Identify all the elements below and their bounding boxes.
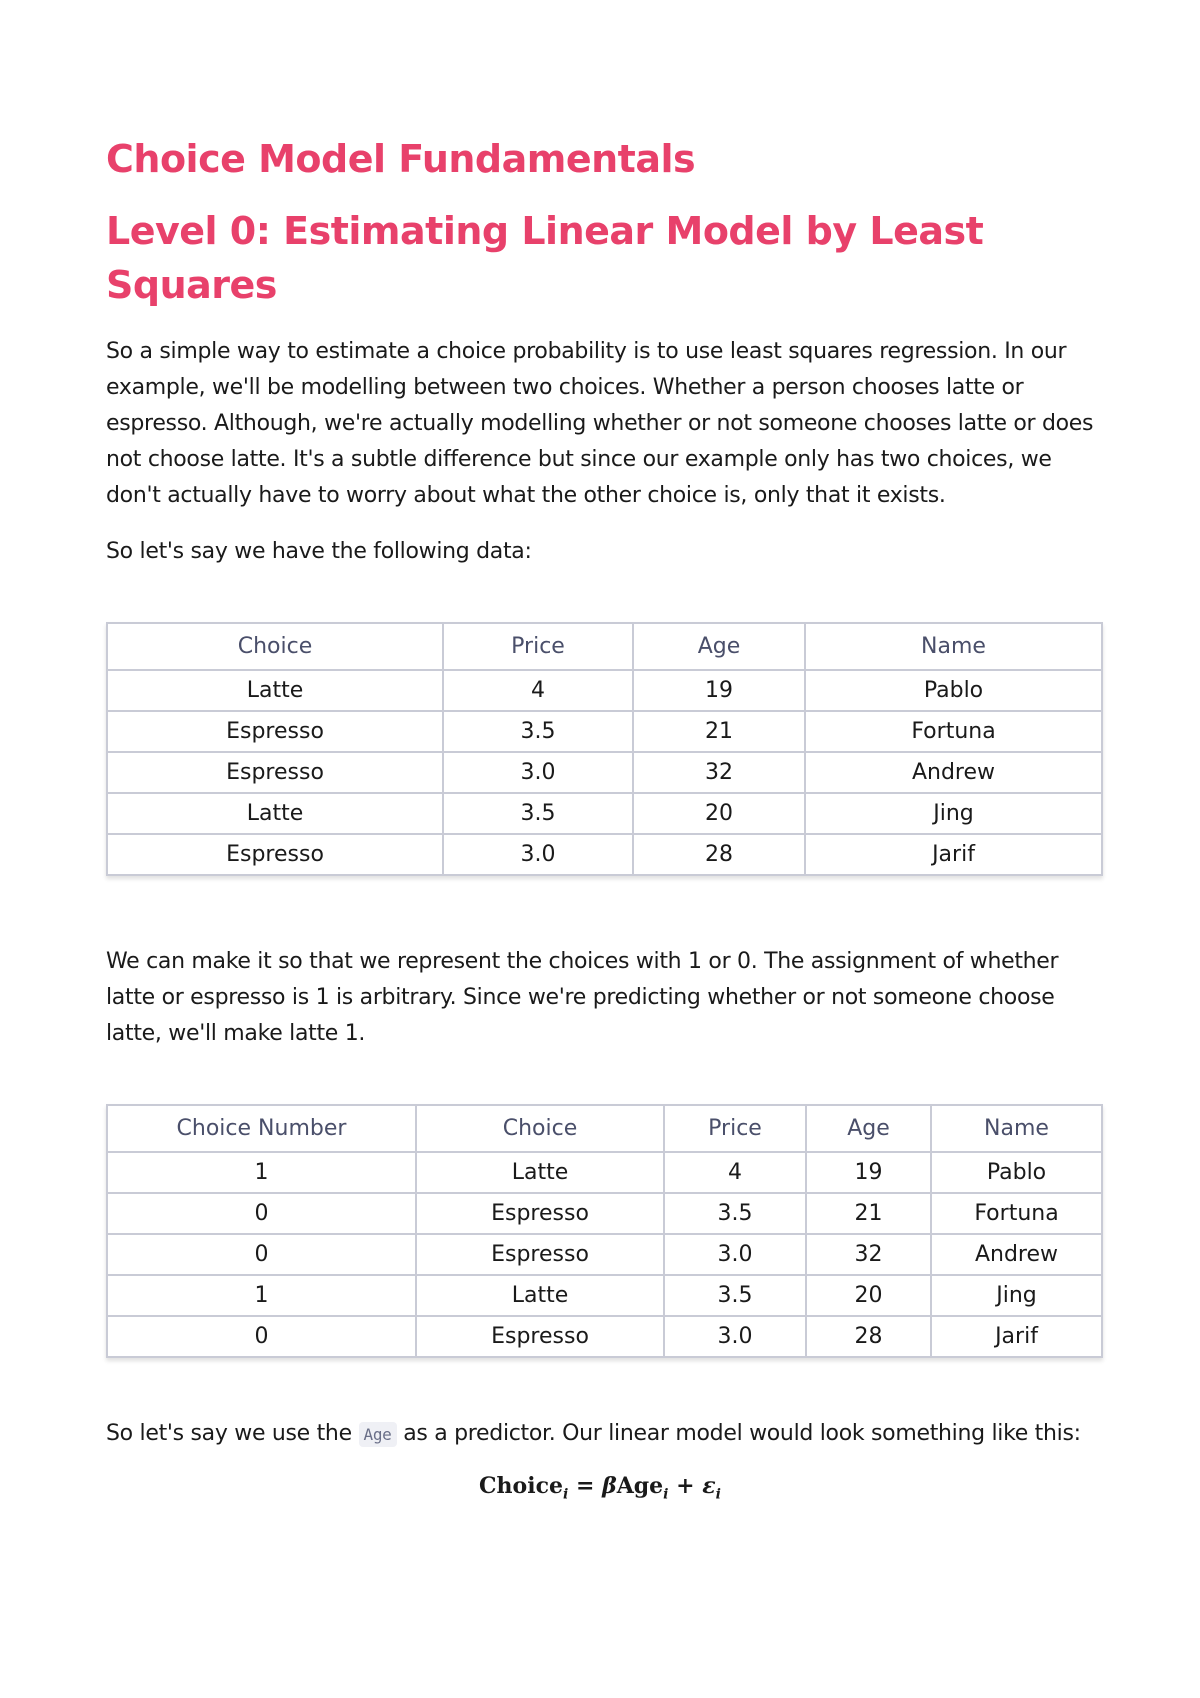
encoded-data-table [106,1104,1103,1358]
cell-choice-number: 0 [107,1234,416,1275]
cell-age: 21 [633,711,805,752]
table-row [107,670,1102,711]
table-row [107,834,1102,875]
cell-price: 4 [443,670,633,711]
cell-choice-number: 0 [107,1193,416,1234]
cell-name: Jing [805,793,1102,834]
cell-choice-number: 1 [107,1152,416,1193]
cell-age: 20 [806,1275,931,1316]
cell-name: Andrew [931,1234,1102,1275]
header-choice-number: Choice Number [107,1105,416,1152]
cell-price: 3.0 [443,752,633,793]
table-row [107,1275,1102,1316]
cell-name: Andrew [805,752,1102,793]
cell-name: Jing [931,1275,1102,1316]
cell-name: Fortuna [805,711,1102,752]
cell-age: 21 [806,1193,931,1234]
formula-lhs: Choice [479,1473,563,1499]
cell-name: Fortuna [931,1193,1102,1234]
cell-price: 3.5 [443,711,633,752]
cell-age: 28 [806,1316,931,1357]
intro-paragraph: So a simple way to estimate a choice probability is to use least squares regression. In our example, we'll be modelling between two choices. Whether a person chooses latte or espresso. Although, we're actually modelling whether or not someone chooses latte or does not choose latte. It's a subtle difference but since our example only has two choices, we don't actually have to worry about what the other choice is, only that it exists. [106,339,1094,508]
cell-age: 28 [633,834,805,875]
table-row [107,1234,1102,1275]
formula-variable: Age [616,1473,664,1499]
cell-choice: Espresso [107,752,443,793]
cell-price: 3.0 [664,1234,806,1275]
header-choice: Choice [416,1105,664,1152]
cell-choice: Espresso [416,1193,664,1234]
data-table [106,622,1103,876]
page-title: Choice Model Fundamentals [106,137,696,181]
table-row [107,752,1102,793]
header-price: Price [443,623,633,670]
predictor-text-after: as a predictor. Our linear model would look something like this: [396,1421,1081,1446]
formula-subscript: i [562,1486,569,1503]
cell-age: 19 [633,670,805,711]
formula-subscript: i [663,1486,669,1503]
cell-choice: Latte [107,793,443,834]
table-row [107,1316,1102,1357]
cell-choice: Latte [416,1152,664,1193]
cell-choice-number: 0 [107,1316,416,1357]
encoding-paragraph: We can make it so that we represent the choices with 1 or 0. The assignment of whether latte or espresso is 1 is arbitrary. Since we're predicting whether or not someone choose latte, we'll make latte 1. [106,949,1059,1046]
formula-equals: = [568,1473,603,1499]
cell-price: 3.0 [664,1316,806,1357]
table-header-row [107,1105,1102,1152]
cell-choice: Espresso [416,1234,664,1275]
linear-model-formula [106,1473,1094,1502]
table-row [107,1152,1102,1193]
header-age: Age [633,623,805,670]
cell-price: 3.5 [664,1193,806,1234]
cell-price: 3.5 [443,793,633,834]
formula-plus: + [668,1473,703,1499]
cell-choice: Latte [107,670,443,711]
cell-price: 3.5 [664,1275,806,1316]
cell-name: Jarif [805,834,1102,875]
predictor-paragraph [106,1416,1094,1453]
cell-price: 3.0 [443,834,633,875]
formula-beta: β [602,1473,617,1499]
cell-age: 20 [633,793,805,834]
cell-choice: Espresso [416,1316,664,1357]
cell-age: 32 [806,1234,931,1275]
data-lead-paragraph: So let's say we have the following data: [106,539,532,564]
cell-name: Jarif [931,1316,1102,1357]
cell-choice-number: 1 [107,1275,416,1316]
table-header-row [107,623,1102,670]
header-name: Name [931,1105,1102,1152]
inline-code-age: Age [359,1422,397,1447]
formula-error: ε [702,1473,716,1499]
table-row [107,793,1102,834]
formula-subscript: i [715,1486,721,1503]
cell-price: 4 [664,1152,806,1193]
cell-choice: Espresso [107,711,443,752]
cell-age: 19 [806,1152,931,1193]
cell-age: 32 [633,752,805,793]
table-row [107,1193,1102,1234]
cell-choice: Latte [416,1275,664,1316]
header-age: Age [806,1105,931,1152]
cell-name: Pablo [931,1152,1102,1193]
table-row [107,711,1102,752]
predictor-text-before: So let's say we use the [106,1421,359,1446]
cell-name: Pablo [805,670,1102,711]
section-heading: Level 0: Estimating Linear Model by Least Squares [106,209,984,307]
header-name: Name [805,623,1102,670]
cell-choice: Espresso [107,834,443,875]
header-price: Price [664,1105,806,1152]
header-choice: Choice [107,623,443,670]
